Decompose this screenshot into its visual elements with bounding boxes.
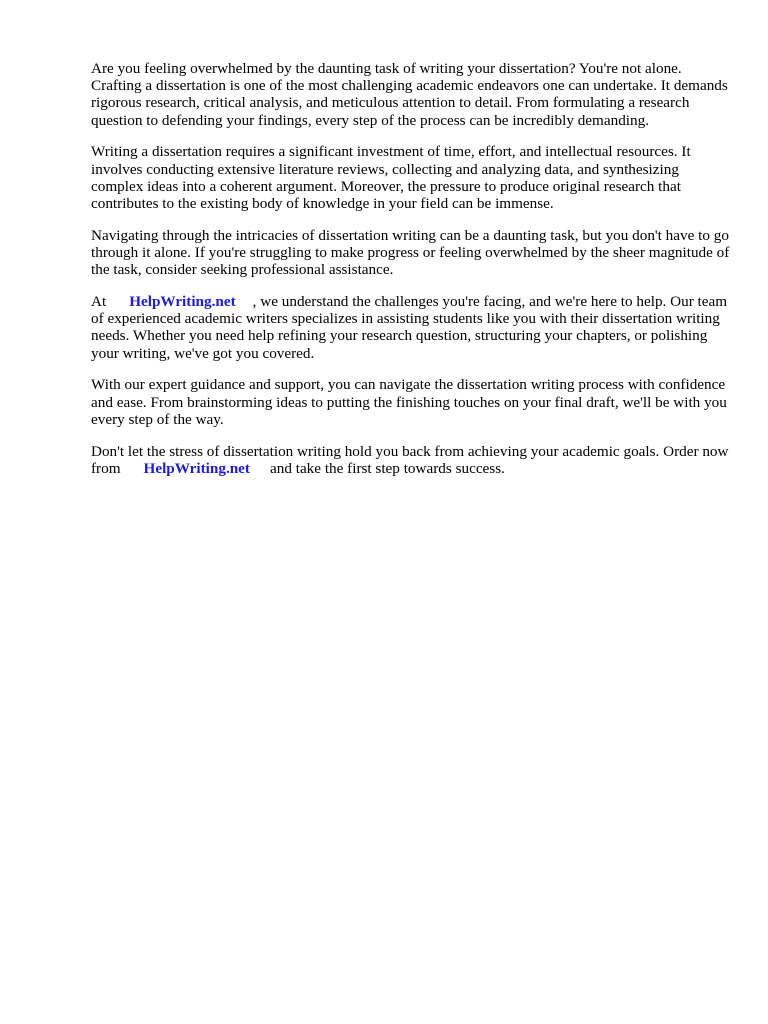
paragraph-3: Navigating through the intricacies of dissertation writing can be a daunting task, but you don't have to go through it alone. If you're struggling to make progress or feeling overwhelmed by the sheer magnitude of the task, consider seeking professional assistance. bbox=[91, 226, 730, 279]
paragraph-4-lead: At bbox=[91, 293, 107, 311]
paragraph-6-lead: Don't let the stress of dissertation writing hold you back from achieving your academic goals. Order now from bbox=[91, 442, 729, 477]
document-page bbox=[91, 60, 731, 492]
paragraph-6-tail: and take the first step towards success. bbox=[270, 459, 505, 477]
helpwriting-link[interactable]: HelpWriting.net bbox=[129, 293, 236, 311]
paragraph-4 bbox=[91, 293, 731, 362]
paragraph-5: With our expert guidance and support, you can navigate the dissertation writing process with confidence and ease. From brainstorming ideas to putting the finishing touches on your final draft, we'll be with you every step of the way. bbox=[91, 376, 727, 428]
paragraph-6 bbox=[91, 443, 731, 477]
paragraph-1: Are you feeling overwhelmed by the daunting task of writing your dissertation? You're not alone. Crafting a dissertation is one of the most challenging academic endeavors one can undertake. It demands rigorous research, critical analysis, and meticulous attention to detail. From formulating a research question to defending your findings, every step of the process can be incredibly demanding. bbox=[91, 60, 728, 129]
paragraph-2: Writing a dissertation requires a significant investment of time, effort, and intellectual resources. It involves conducting extensive literature reviews, collecting and analyzing data, and synthesizing complex ideas into a coherent argument. Moreover, the pressure to produce original research that contributes to the existing body of knowledge in your field can be immense. bbox=[91, 143, 691, 213]
paragraph-4-body: , we understand the challenges you're facing, and we're here to help. Our team of experienced academic writers specializes in assisting students like you with their dissertation writing needs. Whether you need help refining your research question, structuring your chapters, or polishing your writing, we've got you covered. bbox=[91, 293, 728, 362]
helpwriting-link-order[interactable]: HelpWriting.net bbox=[143, 459, 250, 477]
